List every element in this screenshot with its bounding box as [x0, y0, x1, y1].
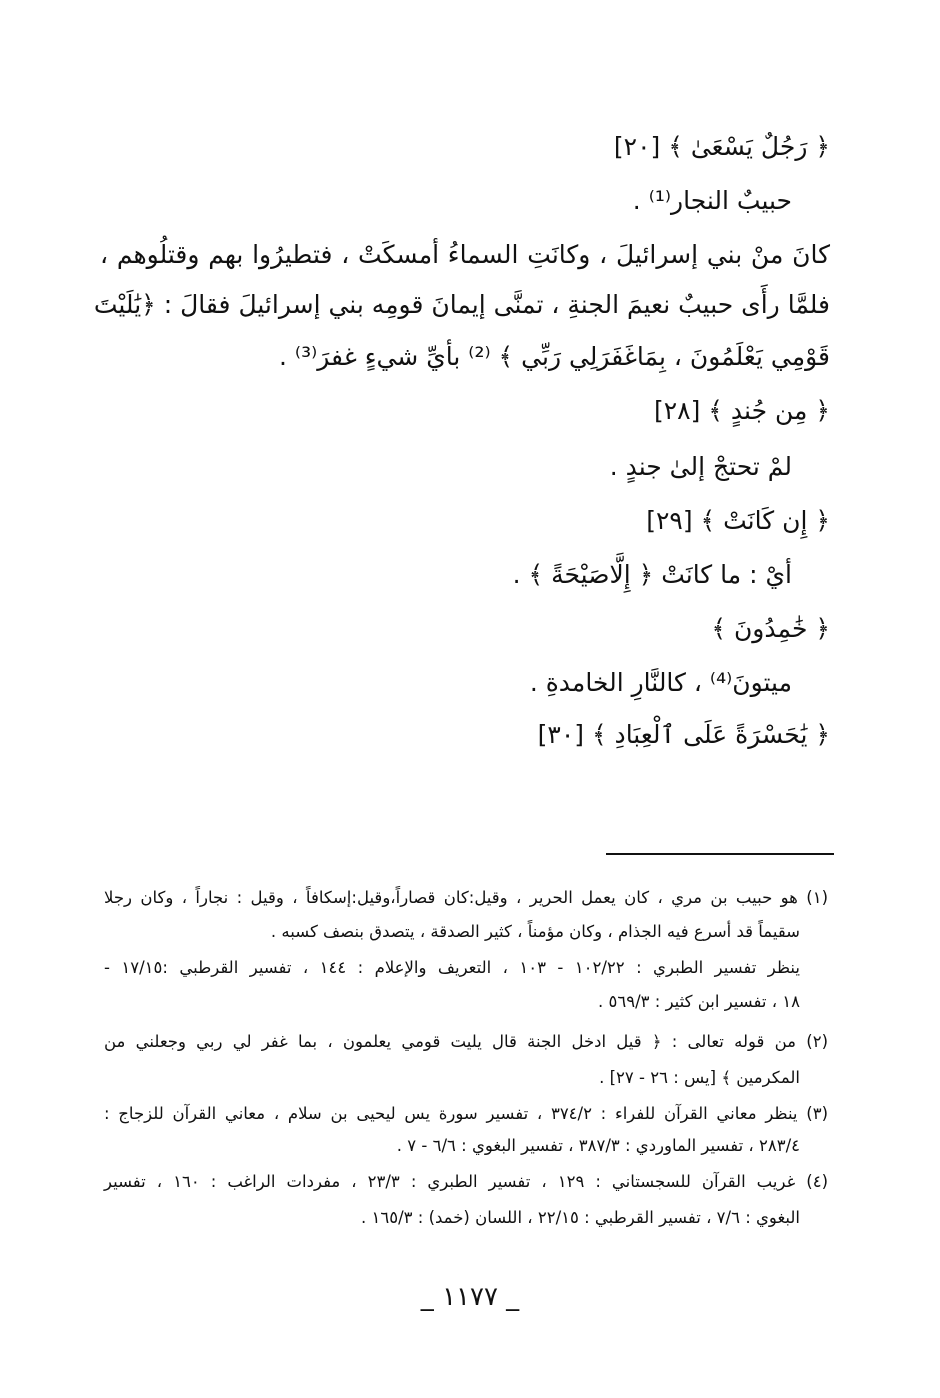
commentary-line: حبيبٌ النجار⁽¹⁾ . [632, 186, 792, 215]
footnote-line: ٢٨٣/٤ ، تفسير الماوردي : ٣٨٧/٣ ، تفسير البغوي : ٦/٦ - ٧ . [396, 1136, 800, 1155]
commentary-line: قَوْمِي يَعْلَمُونَ ، بِمَاغَفَرَلِي رَبِّي ﴾ ⁽²⁾ بأيِّ شيءٍ غفرَ⁽³⁾ . [279, 342, 830, 371]
verse-line: ﴿ خَٰمِدُونَ ﴾ [711, 614, 830, 643]
footnote-line: (١) هو حبيب بن مري ، كان يعمل الحرير ، وقيل:كان قصاراً،وقيل:إسكافاً ، وقيل : نجاراً ، وكان رجلا [104, 888, 828, 907]
footnote-line: ١٨ ، تفسير ابن كثير : ٥٦٩/٣ . [598, 992, 800, 1011]
commentary-line: أيْ : ما كانَتْ ﴿ إِلَّاصَيْحَةً ﴾ . [512, 560, 792, 589]
commentary-line: ميتونَ⁽⁴⁾ ، كالنَّارِ الخامدةِ . [529, 668, 792, 697]
verse-line: ﴿ مِن جُندٍ ﴾ [٢٨] [653, 396, 830, 425]
footnote-line: البغوي : ٧/٦ ، تفسير القرطبي : ٢٢/١٥ ، اللسان (خمد) : ١٦٥/٣ . [361, 1208, 800, 1227]
footnote-line: (٣) ينظر معاني القرآن للفراء : ٣٧٤/٢ ، تفسير سورة يس ليحيى بن سلام ، معاني القرآن للزجاج : [104, 1104, 828, 1123]
footnote-line: (٤) غريب القرآن للسجستاني : ١٢٩ ، تفسير الطبري : ٢٣/٣ ، مفردات الراغب : ١٦٠ ، تفسير [104, 1172, 828, 1191]
verse-line: ﴿ إِن كَانَتْ ﴾ [٢٩] [646, 506, 830, 535]
footnote-separator [606, 853, 834, 855]
commentary-line: كانَ منْ بني إسرائيلَ ، وكانَتِ السماءُ أمسكَتْ ، فتطيرُوا بهم وقتلُوهم ، [100, 240, 830, 269]
verse-line: ﴿ يَٰحَسْرَةً عَلَى ٱلْعِبَادِ ﴾ [٣٠] [537, 720, 830, 749]
footnote-line: سقيماً قد أسرع فيه الجذام ، وكان مؤمناً ، كثير الصدقة ، يتصدق بنصف كسبه . [270, 922, 800, 941]
footnote-line: المكرمين ﴾ [يس : ٢٦ - ٢٧] . [599, 1068, 800, 1087]
commentary-line: لمْ تحتجْ إلىٰ جندٍ . [609, 452, 792, 481]
footnote-line: (٢) من قوله تعالى : ﴿ قيل ادخل الجنة قال يليت قومي يعلمون ، بما غفر لي ربي وجعلني من [104, 1032, 828, 1051]
verse-line: ﴿ رَجُلٌ يَسْعَىٰ ﴾ [٢٠] [613, 132, 830, 161]
commentary-line: فلمَّا رأَى حبيبٌ نعيمَ الجنةِ ، تمنَّى إيمانَ قومِه بني إسرائيلَ فقالَ : ﴿يَٰلَيْتَ [93, 290, 830, 319]
footnote-line: ينظر تفسير الطبري : ١٠٢/٢٢ - ١٠٣ ، التعريف والإعلام : ١٤٤ ، تفسير القرطبي :١٧/١٥ - [104, 958, 800, 977]
page-number: _ ١١٧٧ _ [420, 1282, 520, 1312]
